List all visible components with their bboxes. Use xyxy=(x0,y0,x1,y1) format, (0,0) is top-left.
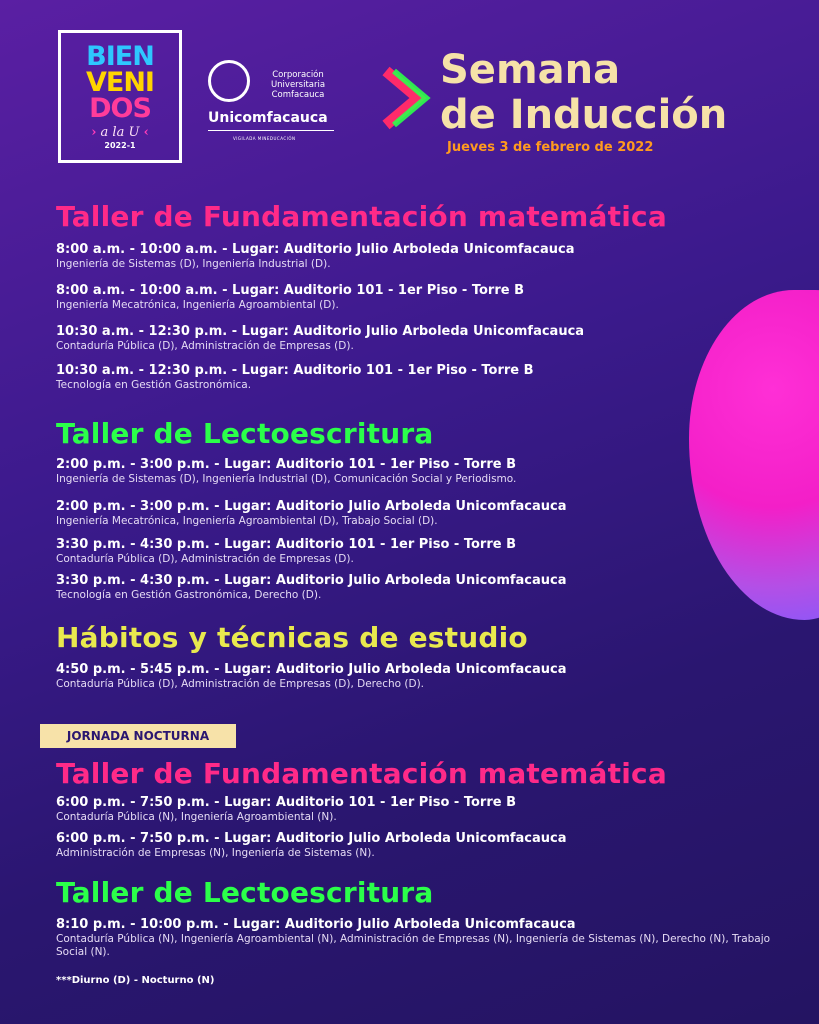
bienvenidos-logo xyxy=(58,30,182,163)
divider xyxy=(208,130,334,131)
event-date: Jueves 3 de febrero de 2022 xyxy=(447,140,654,155)
logo-sub: › a la U ‹ xyxy=(91,125,149,140)
schedule-desc: Contaduría Pública (D), Administración de Empresas (D), Derecho (D). xyxy=(56,678,425,690)
footnote: ***Diurno (D) - Nocturno (N) xyxy=(56,975,215,986)
schedule-item xyxy=(56,573,776,602)
university-name: Unicomfacauca xyxy=(208,110,328,126)
schedule-desc: Contaduría Pública (D), Administración de Empresas (D). xyxy=(56,340,354,352)
schedule-time: 6:00 p.m. - 7:50 p.m. - Lugar: Auditorio 101 - 1er Piso - Torre B xyxy=(56,795,517,810)
schedule-time: 8:00 a.m. - 10:00 a.m. - Lugar: Auditorio Julio Arboleda Unicomfacauca xyxy=(56,242,575,257)
schedule-item xyxy=(56,662,776,691)
schedule-item xyxy=(56,363,776,392)
schedule-time: 3:30 p.m. - 4:30 p.m. - Lugar: Auditorio Julio Arboleda Unicomfacauca xyxy=(56,573,567,588)
schedule-time: 6:00 p.m. - 7:50 p.m. - Lugar: Auditorio Julio Arboleda Unicomfacauca xyxy=(56,831,567,846)
schedule-time: 4:50 p.m. - 5:45 p.m. - Lugar: Auditorio Julio Arboleda Unicomfacauca xyxy=(56,662,567,677)
night-shift-badge: JORNADA NOCTURNA xyxy=(40,724,236,748)
schedule-desc: Ingeniería Mecatrónica, Ingeniería Agroambiental (D). xyxy=(56,299,339,311)
schedule-item xyxy=(56,795,776,824)
schedule-item xyxy=(56,457,776,486)
schedule-desc: Ingeniería de Sistemas (D), Ingeniería Industrial (D). xyxy=(56,258,331,270)
section-title: Taller de Lectoescritura xyxy=(56,876,434,909)
section-title: Hábitos y técnicas de estudio xyxy=(56,621,528,654)
logo-line1: BIEN xyxy=(86,41,154,72)
schedule-item xyxy=(56,324,776,353)
schedule-item xyxy=(56,242,776,271)
schedule-desc: Tecnología en Gestión Gastronómica, Derecho (D). xyxy=(56,589,322,601)
schedule-desc: Contaduría Pública (N), Ingeniería Agroambiental (N), Administración de Empresas (N), Ingeniería de Sistemas (N), Derecho (N), Trabajo Social (N). xyxy=(56,933,771,958)
university-line1: Corporación xyxy=(272,70,324,80)
schedule-item xyxy=(56,499,776,528)
logo-sub-text: a la U xyxy=(100,125,140,140)
university-line2: Universitaria xyxy=(270,80,326,90)
university-fullname xyxy=(258,70,338,100)
schedule-desc: Administración de Empresas (N), Ingeniería de Sistemas (N). xyxy=(56,847,375,859)
schedule-time: 10:30 a.m. - 12:30 p.m. - Lugar: Auditorio Julio Arboleda Unicomfacauca xyxy=(56,324,585,339)
section-title: Taller de Fundamentación matemática xyxy=(56,200,667,233)
logo-line2: VENI xyxy=(86,67,154,98)
schedule-time: 10:30 a.m. - 12:30 p.m. - Lugar: Auditorio 101 - 1er Piso - Torre B xyxy=(56,363,534,378)
logo-line3: DOS xyxy=(89,93,151,124)
schedule-time: 2:00 p.m. - 3:00 p.m. - Lugar: Auditorio 101 - 1er Piso - Torre B xyxy=(56,457,517,472)
schedule-desc: Contaduría Pública (N), Ingeniería Agroambiental (N). xyxy=(56,811,337,823)
schedule-desc: Ingeniería Mecatrónica, Ingeniería Agroambiental (D), Trabajo Social (D). xyxy=(56,515,438,527)
schedule-item xyxy=(56,537,776,566)
schedule-item xyxy=(56,283,776,312)
schedule-time: 8:10 p.m. - 10:00 p.m. - Lugar: Auditorio Julio Arboleda Unicomfacauca xyxy=(56,917,576,932)
university-tagline: VIGILADA MINEDUCACIÓN xyxy=(233,136,296,141)
university-logo xyxy=(208,60,338,150)
schedule-desc: Contaduría Pública (D), Administración de Empresas (D). xyxy=(56,553,354,565)
schedule-time: 3:30 p.m. - 4:30 p.m. - Lugar: Auditorio 101 - 1er Piso - Torre B xyxy=(56,537,517,552)
schedule-desc: Ingeniería de Sistemas (D), Ingeniería Industrial (D), Comunicación Social y Periodismo. xyxy=(56,473,517,485)
section-title: Taller de Fundamentación matemática xyxy=(56,757,667,790)
university-line3: Comfacauca xyxy=(271,90,325,100)
page-title-line2: de Inducción xyxy=(440,92,728,138)
schedule-desc: Tecnología en Gestión Gastronómica. xyxy=(56,379,252,391)
schedule-time: 8:00 a.m. - 10:00 a.m. - Lugar: Auditorio 101 - 1er Piso - Torre B xyxy=(56,283,524,298)
page-title-line1: Semana xyxy=(440,47,621,93)
chevron-right-icon xyxy=(380,63,440,133)
section-title: Taller de Lectoescritura xyxy=(56,417,434,450)
schedule-item xyxy=(56,917,776,959)
schedule-time: 2:00 p.m. - 3:00 p.m. - Lugar: Auditorio Julio Arboleda Unicomfacauca xyxy=(56,499,567,514)
schedule-item xyxy=(56,831,776,860)
logo-year: 2022-1 xyxy=(104,141,136,150)
university-emblem-icon xyxy=(208,60,250,102)
